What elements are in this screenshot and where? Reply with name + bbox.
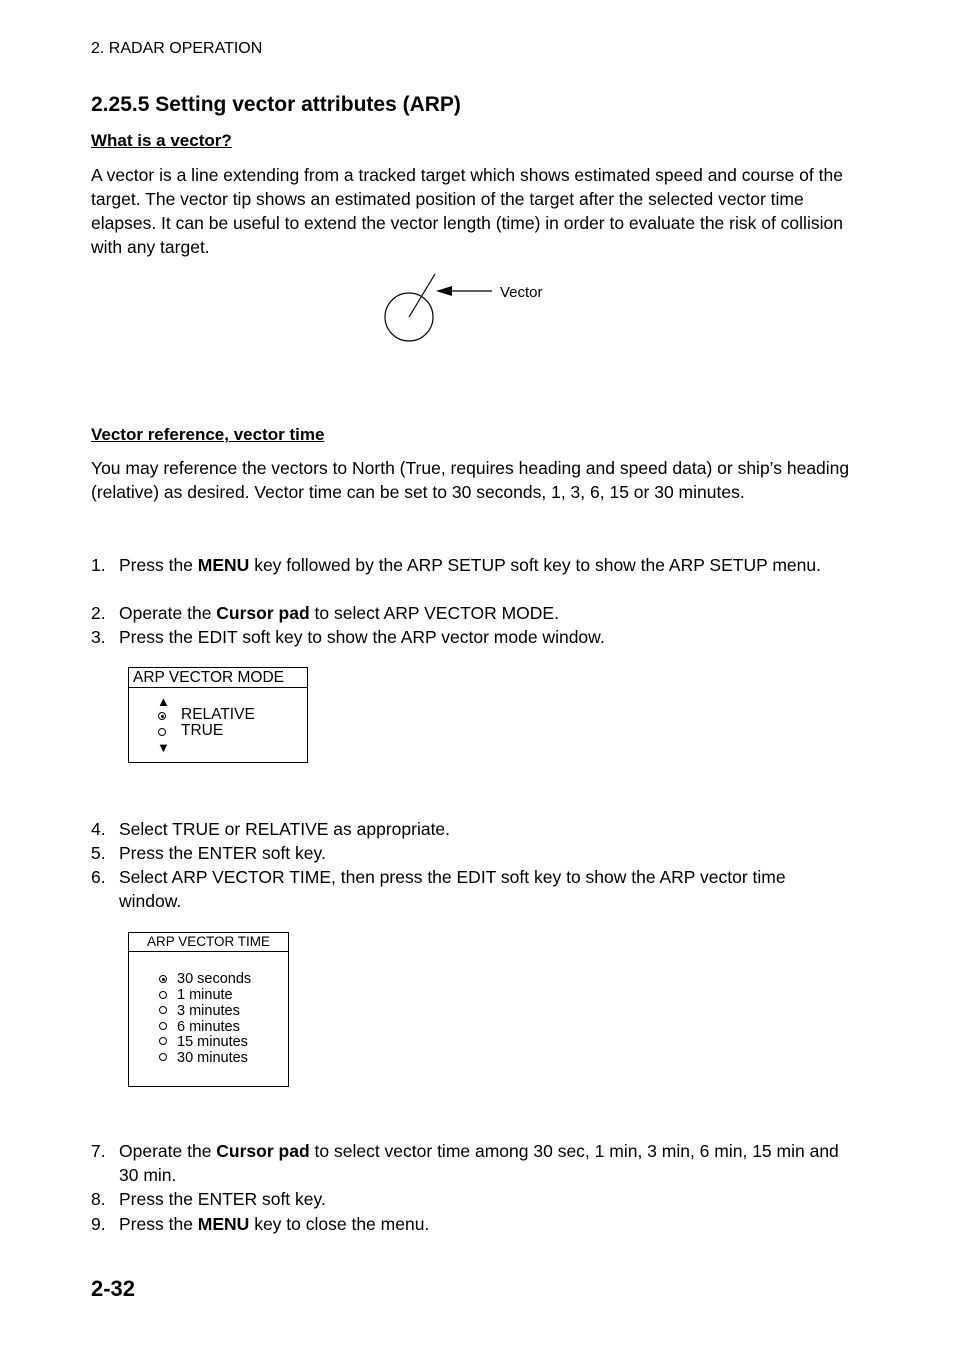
radio-unselected-icon[interactable]: [159, 991, 167, 999]
vector-line: [409, 274, 435, 317]
step-number: 3.: [91, 627, 106, 647]
scroll-up-arrow-icon[interactable]: ▲: [157, 694, 170, 709]
window-title: ARP VECTOR MODE: [129, 668, 307, 688]
arp-vector-mode-window: [128, 667, 308, 763]
radio-unselected-icon[interactable]: [159, 1037, 167, 1045]
radio-unselected-icon[interactable]: [158, 728, 166, 736]
subheading-what-is-vector: What is a vector?: [91, 131, 232, 150]
vector-figure: [370, 268, 570, 348]
step-3: [91, 625, 851, 649]
option-true[interactable]: TRUE: [181, 722, 224, 739]
scroll-down-arrow-icon[interactable]: ▼: [157, 740, 170, 755]
option-15-minutes[interactable]: 15 minutes: [177, 1034, 248, 1050]
step-5: [91, 841, 851, 865]
step-number: 5.: [91, 843, 106, 863]
radio-unselected-icon[interactable]: [159, 1053, 167, 1061]
radio-unselected-icon[interactable]: [159, 1006, 167, 1014]
subheading-vector-reference: Vector reference, vector time: [91, 425, 325, 444]
step-text: Press the ENTER soft key.: [119, 843, 326, 863]
step-text: Press the: [119, 1214, 198, 1234]
step-number: 4.: [91, 819, 106, 839]
step-1: [91, 553, 851, 577]
step-text: Press the ENTER soft key.: [119, 1189, 326, 1209]
vector-label: Vector: [500, 284, 543, 301]
step-key: Cursor pad: [216, 1141, 310, 1161]
section-title: 2.25.5 Setting vector attributes (ARP): [91, 93, 461, 116]
step-number: 9.: [91, 1214, 106, 1234]
step-number: 6.: [91, 867, 106, 887]
step-text: Press the EDIT soft key to show the ARP vector mode window.: [119, 627, 605, 647]
step-number: 2.: [91, 603, 106, 623]
step-number: 1.: [91, 555, 106, 575]
step-4: [91, 817, 851, 841]
option-3-minutes[interactable]: 3 minutes: [177, 1003, 240, 1019]
step-text: Press the: [119, 555, 198, 575]
option-6-minutes[interactable]: 6 minutes: [177, 1019, 240, 1035]
step-7: [91, 1139, 851, 1187]
step-text: Operate the: [119, 1141, 217, 1161]
option-1-minute[interactable]: 1 minute: [177, 987, 233, 1003]
step-8: [91, 1187, 851, 1211]
radio-selected-icon[interactable]: [158, 712, 166, 720]
pointer-arrowhead: [436, 286, 452, 296]
radio-selected-icon[interactable]: [159, 975, 167, 983]
step-text: to select vector time among 30 sec, 1 min, 3 min, 6 min, 15 min and 30 min.: [119, 1141, 839, 1185]
step-text: Select ARP VECTOR TIME, then press the EDIT soft key to show the ARP vector time window.: [119, 867, 786, 911]
step-number: 8.: [91, 1189, 106, 1209]
radio-unselected-icon[interactable]: [159, 1022, 167, 1030]
page-number: 2-32: [91, 1276, 136, 1301]
option-relative[interactable]: RELATIVE: [181, 706, 255, 723]
paragraph-vector-definition: A vector is a line extending from a tracked target which shows estimated speed and course of the target. The vector tip shows an estimated position of the target after the selected vector time elapses. It can be useful to extend the vector length (time) in order to evaluate the risk of collision with any target.: [91, 165, 843, 257]
step-key: MENU: [197, 555, 250, 575]
step-number: 7.: [91, 1141, 106, 1161]
step-6: [91, 865, 851, 913]
step-text: Operate the: [119, 603, 217, 623]
step-2: [91, 601, 851, 625]
step-text: to select ARP VECTOR MODE.: [309, 603, 559, 623]
running-head: 2. RADAR OPERATION: [91, 40, 263, 57]
paragraph-vector-reference: You may reference the vectors to North (True, requires heading and speed data) or ship’s heading (relative) as desired. Vector time can be set to 30 seconds, 1, 3, 6, 15 or 30 minutes.: [91, 458, 850, 502]
option-30-minutes[interactable]: 30 minutes: [177, 1050, 248, 1066]
step-9: [91, 1212, 851, 1236]
step-text: key to close the menu.: [249, 1214, 430, 1234]
window-title: ARP VECTOR TIME: [129, 933, 288, 952]
step-text: Select TRUE or RELATIVE as appropriate.: [119, 819, 451, 839]
step-text: key followed by the ARP SETUP soft key to show the ARP SETUP menu.: [249, 555, 821, 575]
step-key: MENU: [197, 1214, 250, 1234]
option-30-seconds[interactable]: 30 seconds: [177, 971, 252, 987]
step-key: Cursor pad: [216, 603, 310, 623]
arp-vector-time-window: [128, 932, 289, 1087]
